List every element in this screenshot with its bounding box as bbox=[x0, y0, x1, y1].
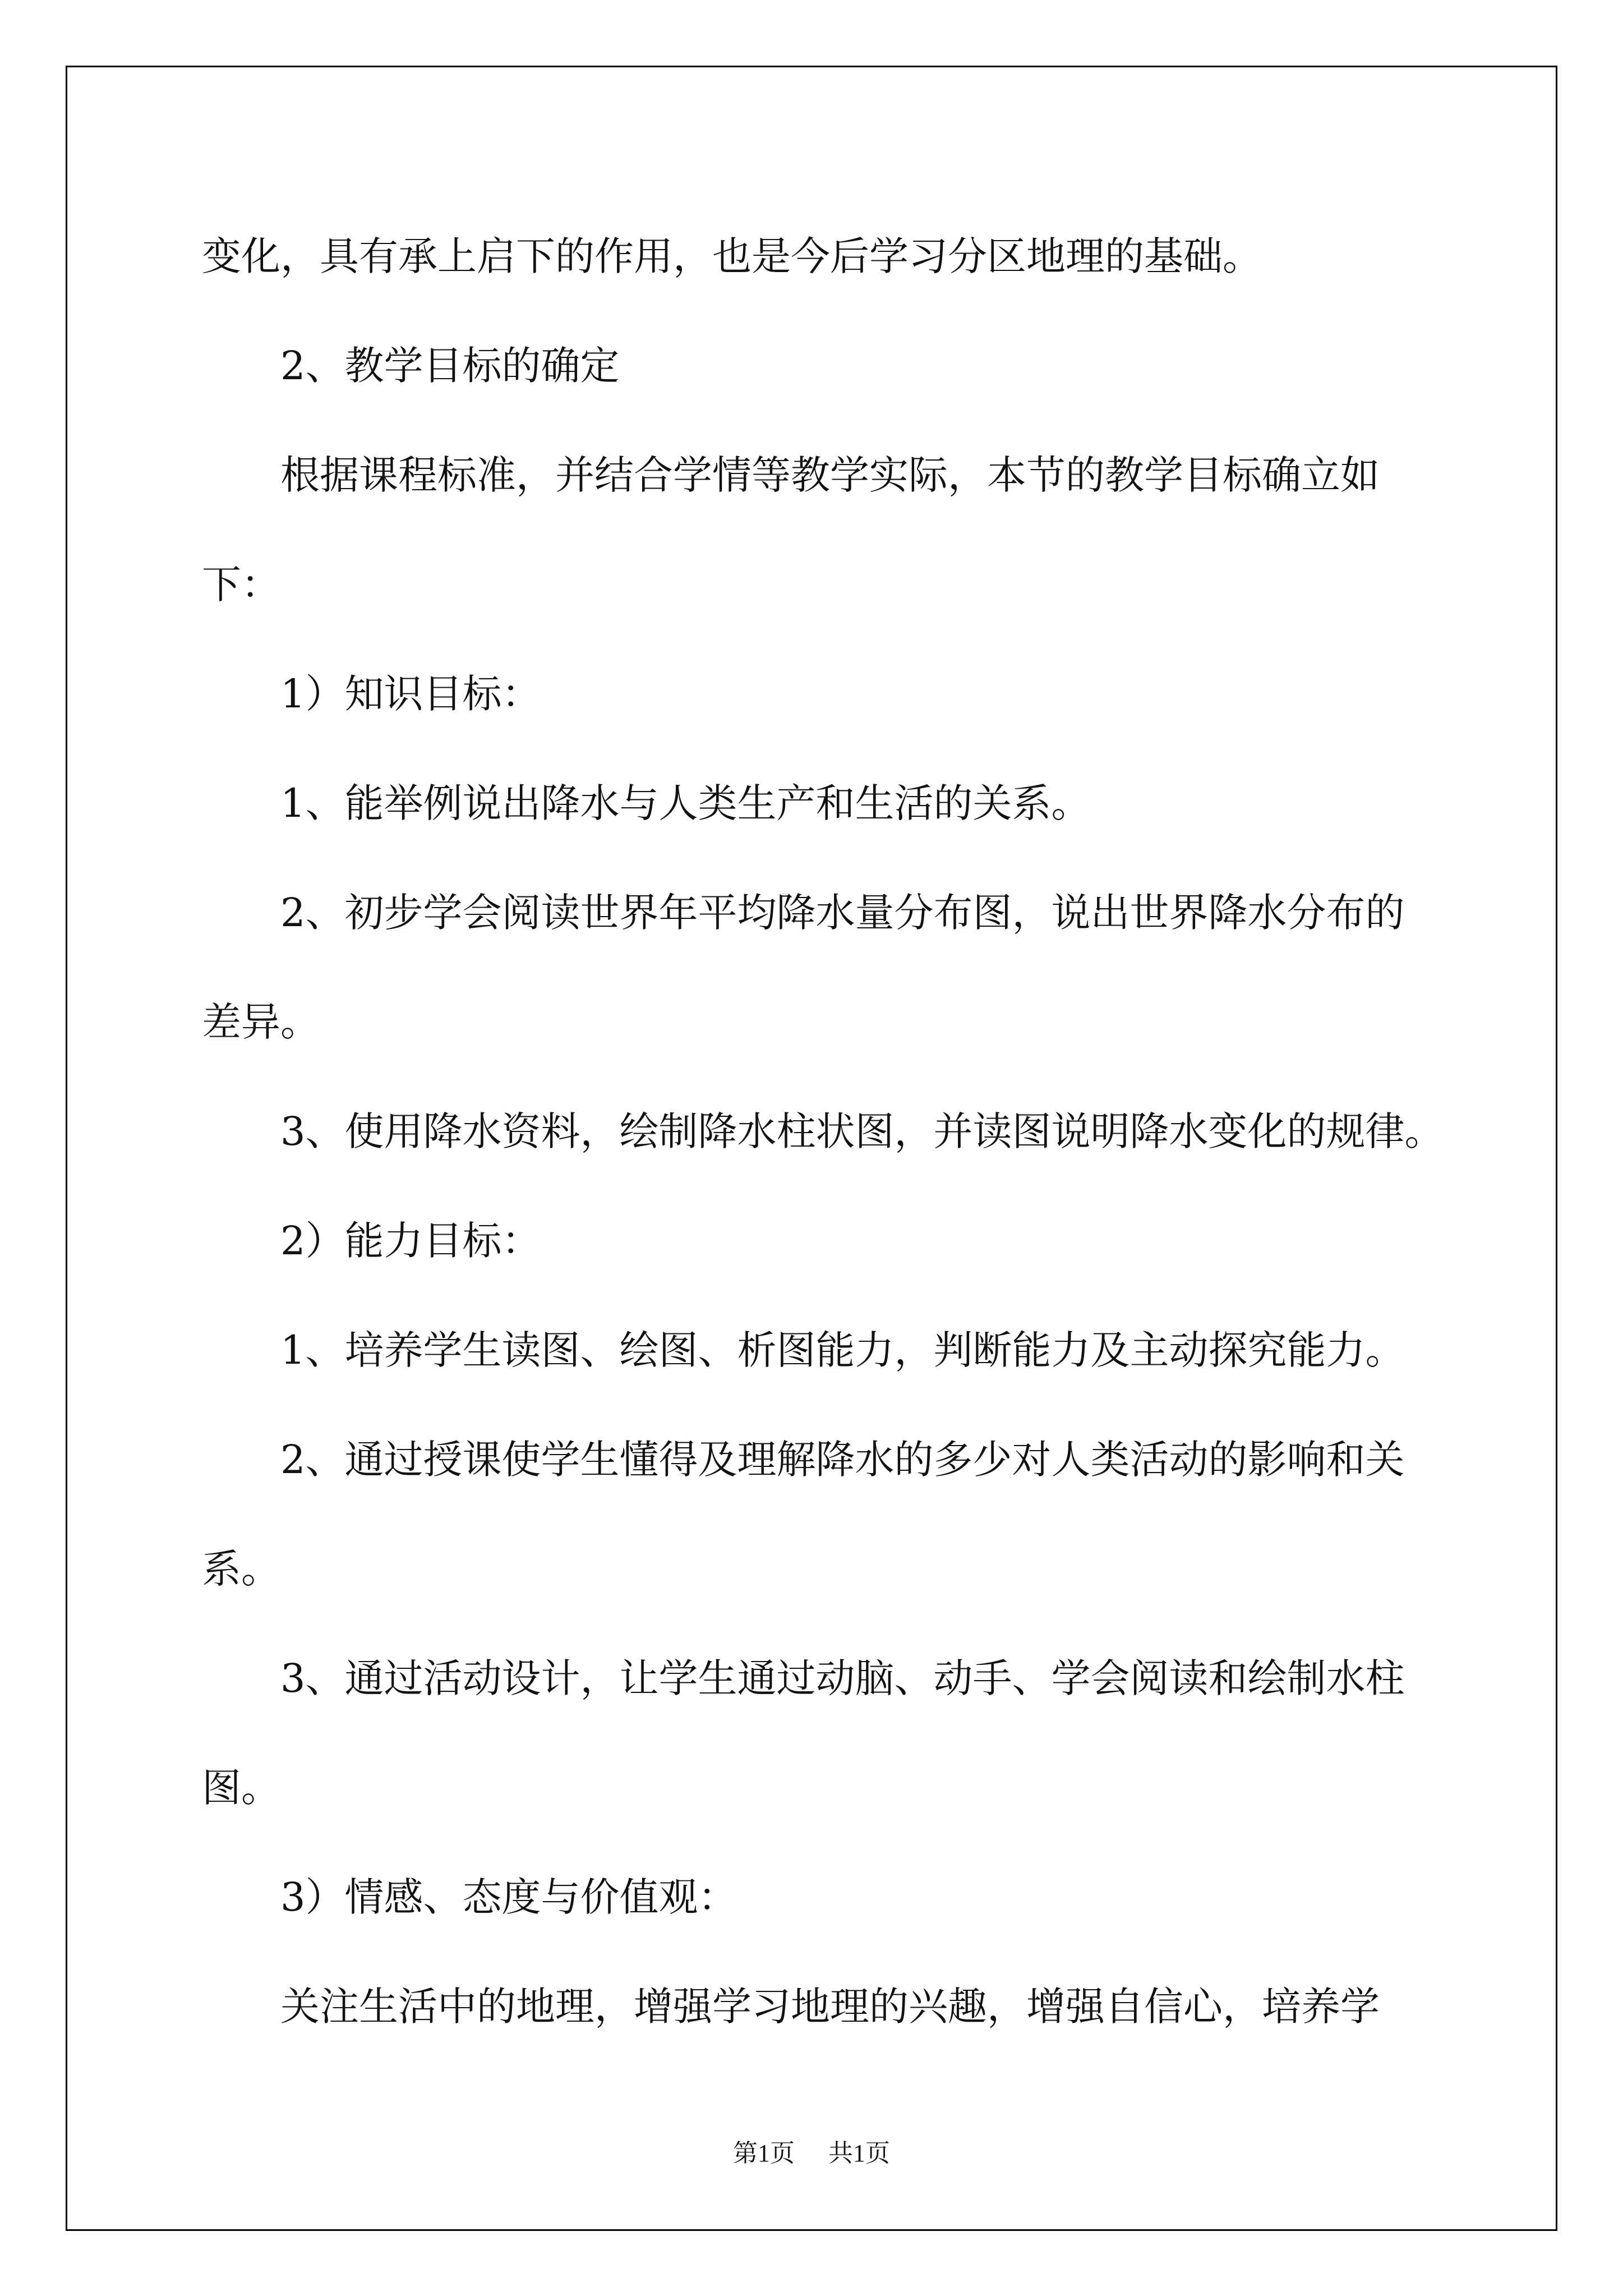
paragraph: 系。 bbox=[202, 1546, 280, 1592]
page-total: 共1页 bbox=[828, 2139, 890, 2167]
paragraph: 2、教学目标的确定 bbox=[280, 343, 620, 389]
paragraph: 3、通过活动设计，让学生通过动脑、动手、学会阅读和绘制水柱 bbox=[280, 1655, 1405, 1701]
paragraph: 3、使用降水资料，绘制降水柱状图，并读图说明降水变化的规律。 bbox=[280, 1108, 1444, 1154]
paragraph: 1、能举例说出降水与人类生产和生活的关系。 bbox=[280, 780, 1091, 826]
paragraph: 3）情感、态度与价值观： bbox=[280, 1874, 737, 1920]
paragraph: 下： bbox=[202, 562, 280, 608]
page-number: 第1页 bbox=[733, 2139, 795, 2167]
document-body bbox=[202, 202, 1453, 2062]
paragraph: 1）知识目标： bbox=[280, 671, 541, 717]
paragraph: 2、通过授课使学生懂得及理解降水的多少对人类活动的影响和关 bbox=[280, 1437, 1405, 1483]
paragraph: 根据课程标准，并结合学情等教学实际，本节的教学目标确立如 bbox=[280, 452, 1380, 498]
page-footer bbox=[0, 2133, 1623, 2169]
paragraph: 2、初步学会阅读世界年平均降水量分布图，说出世界降水分布的 bbox=[280, 890, 1405, 936]
paragraph: 差异。 bbox=[202, 999, 320, 1045]
paragraph: 关注生活中的地理，增强学习地理的兴趣，增强自信心，培养学 bbox=[280, 1984, 1380, 2030]
paragraph: 变化，具有承上启下的作用，也是今后学习分区地理的基础。 bbox=[202, 233, 1262, 279]
paragraph: 1、培养学生读图、绘图、析图能力，判断能力及主动探究能力。 bbox=[280, 1327, 1405, 1373]
paragraph: 2）能力目标： bbox=[280, 1218, 541, 1264]
paragraph: 图。 bbox=[202, 1765, 280, 1811]
